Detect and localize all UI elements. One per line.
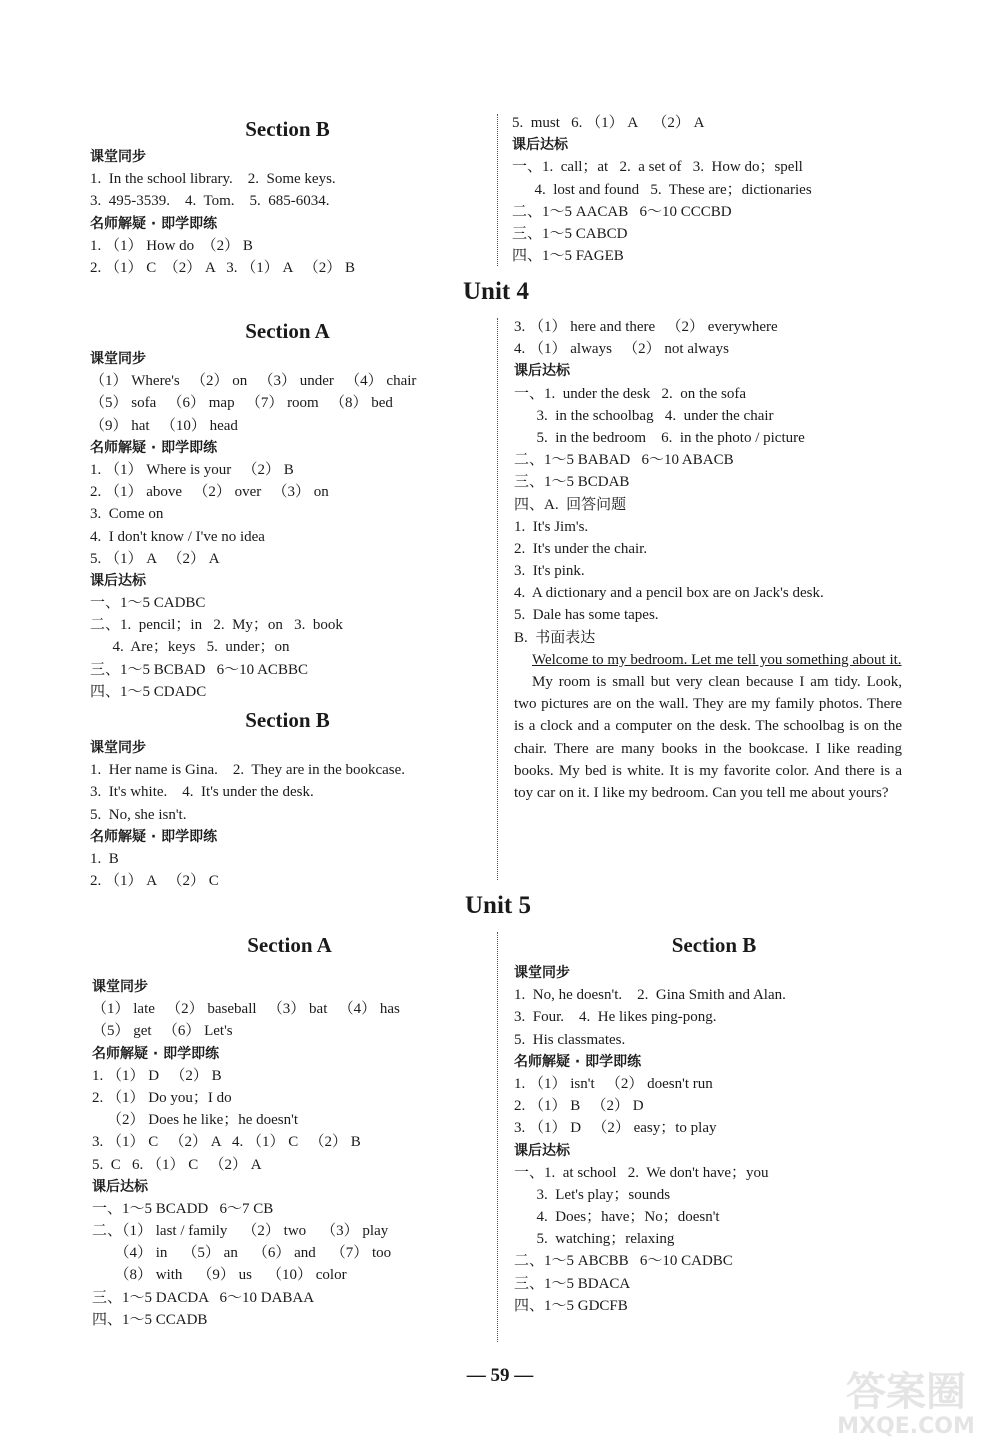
essay-body: My room is small but very clean because I am tidy. Look, two pictures are on the wall. They are my family photos. There is a clock and a computer on the desk. The schoolbag is on the chair. There are many books in the bookcase. I like reading books. My bed is white. It is my favorite color. And there is a toy car on it. I like my bedroom. Can you tell me about yours? — [514, 674, 902, 802]
answer-line: （8） with （9） us （10） color — [92, 1267, 347, 1284]
answer-line: B. 书面表达 — [514, 629, 596, 646]
answer-line: （1） Where's （2） on （3） under （4） chair — [90, 373, 417, 390]
top-left-column — [90, 112, 485, 279]
column-divider — [497, 932, 498, 1342]
answer-lines — [90, 737, 485, 892]
answer-line: （5） get （6） Let's — [92, 1023, 233, 1040]
answer-line: 1. （1） D （2） B — [92, 1067, 222, 1084]
unit-4-left-column — [90, 314, 485, 892]
answer-line: 4. Does；have；No；doesn't — [514, 1209, 720, 1226]
subsection-heading: 课后达标 — [92, 1178, 148, 1195]
answer-line: 4. lost and found 5. These are；dictionaries — [512, 181, 812, 198]
answer-line: 一、1～5 CADBC — [90, 595, 206, 612]
answer-line: 二、1～5 AACAB 6～10 CCCBD — [512, 203, 732, 220]
column-divider — [497, 318, 498, 880]
svg-text:答案圈: 答案圈 — [846, 1369, 966, 1415]
answer-lines — [512, 112, 912, 267]
subsection-heading: 课后达标 — [514, 363, 570, 380]
answer-line: （9） hat （10） head — [90, 417, 238, 434]
answer-line: 2. （1） C （2） A 3. （1） A （2） B — [90, 259, 356, 276]
unit-5-left-column — [92, 928, 487, 1331]
answer-line: 1. In the school library. 2. Some keys. — [90, 171, 336, 188]
answer-line: 5. Dale has some tapes. — [514, 607, 659, 624]
section-a-title: Section A — [245, 319, 330, 343]
unit-4-right-column — [514, 316, 902, 804]
answer-line: 四、1～5 CDADC — [90, 683, 207, 700]
answer-line: 一、1. under the desk 2. on the sofa — [514, 385, 747, 402]
answer-line: 四、1～5 GDCFB — [514, 1297, 628, 1314]
answer-line: 1. （1） Where is your （2） B — [90, 461, 294, 478]
subsection-heading: 课堂同步 — [90, 740, 146, 756]
subsection-heading: 课堂同步 — [92, 979, 148, 995]
answer-line: 一、1. at school 2. We don't have；you — [514, 1164, 769, 1181]
section-b-title: Section B — [245, 708, 330, 732]
answer-line: （4） in （5） an （6） and （7） too — [92, 1245, 392, 1262]
answer-line: 三、1～5 BCDAB — [514, 474, 630, 491]
answer-line: 三、1～5 CABCD — [512, 225, 628, 242]
answer-line: 一、1. call；at 2. a set of 3. How do；spell — [512, 159, 803, 176]
answer-line: 2. （1） Do you；I do — [92, 1089, 232, 1106]
answer-line: 2. （1） A （2） C — [90, 873, 219, 890]
section-a-title: Section A — [247, 933, 332, 957]
answer-line: 三、1～5 BCBAD 6～10 ACBBC — [90, 661, 308, 678]
answer-line: 二、1～5 BABAD 6～10 ABACB — [514, 452, 734, 469]
answer-line: 1. B — [90, 850, 119, 867]
answer-line: 3. Come on — [90, 506, 164, 523]
subsection-heading: 名师解疑 · 即学即练 — [514, 1053, 642, 1070]
subsection-heading: 课后达标 — [90, 572, 146, 589]
answer-line: 5. （1） A （2） A — [90, 550, 220, 567]
answer-line: 1. （1） How do （2） B — [90, 237, 253, 254]
answer-line: 四、1～5 CCADB — [92, 1311, 208, 1328]
section-b-title: Section B — [671, 933, 757, 957]
answer-lines — [514, 316, 902, 649]
answer-line: 2. It's under the chair. — [514, 540, 648, 557]
subsection-heading: 名师解疑 · 即学即练 — [92, 1045, 220, 1062]
answer-line: （2） Does he like；he doesn't — [92, 1112, 299, 1129]
answer-line: 三、1～5 BDACA — [514, 1275, 631, 1292]
answer-line: 4. Are；keys 5. under；on — [90, 639, 290, 656]
subsection-heading: 课堂同步 — [514, 965, 570, 981]
subsection-heading: 名师解疑 · 即学即练 — [90, 215, 218, 232]
answer-line: 3. （1） C （2） A 4. （1） C （2） B — [92, 1134, 361, 1151]
answer-line: 3. Four. 4. He likes ping-pong. — [514, 1009, 717, 1026]
subsection-heading: 课堂同步 — [90, 351, 146, 367]
answer-line: 1. No, he doesn't. 2. Gina Smith and Alan. — [514, 987, 786, 1004]
answer-line: 5. C 6. （1） C （2） A — [92, 1156, 262, 1173]
answer-line: 1. （1） isn't （2） doesn't run — [514, 1075, 713, 1092]
answer-line: 一、1～5 BCADD 6～7 CB — [92, 1200, 274, 1217]
answer-line: 2. （1） above （2） over （3） on — [90, 484, 329, 501]
answer-line: 5. No, she isn't. — [90, 806, 187, 823]
answer-line: 1. Her name is Gina. 2. They are in the bookcase. — [90, 762, 406, 779]
answer-line: 四、1～5 FAGEB — [512, 248, 624, 265]
answer-line: 3. in the schoolbag 4. under the chair — [514, 407, 774, 424]
answer-line: 3. （1） here and there （2） everywhere — [514, 319, 778, 335]
unit-5-right-column — [514, 928, 914, 1317]
subsection-heading: 课堂同步 — [90, 149, 146, 165]
subsection-heading: 名师解疑 · 即学即练 — [90, 439, 218, 456]
answer-lines — [92, 976, 487, 1331]
answer-line: 二、（1） last / family （2） two （3） play — [92, 1223, 389, 1240]
answer-line: 5. must 6. （1） A （2） A — [512, 115, 705, 131]
essay-opening: Welcome to my bedroom. Let me tell you something about it. — [532, 651, 902, 668]
answer-line: 三、1～5 DACDA 6～10 DABAA — [92, 1289, 315, 1306]
answer-line: 5. in the bedroom 6. in the photo / picture — [514, 429, 805, 446]
answer-lines — [90, 348, 485, 703]
answer-line: 四、A. 回答问题 — [514, 496, 627, 513]
answer-line: （1） late （2） baseball （3） bat （4） has — [92, 1001, 400, 1018]
subsection-heading: 课后达标 — [514, 1142, 570, 1159]
answer-line: 2. （1） B （2） D — [514, 1098, 644, 1115]
answer-line: 5. His classmates. — [514, 1031, 626, 1048]
watermark-logo — [826, 1361, 986, 1441]
answer-line: 4. （1） always （2） not always — [514, 341, 729, 358]
subsection-heading: 课后达标 — [512, 137, 568, 154]
page-number: — 59 — — [466, 1365, 534, 1386]
answer-line: 3. Let's play；sounds — [514, 1186, 671, 1203]
answer-line: 二、1～5 ABCBB 6～10 CADBC — [514, 1253, 733, 1270]
answer-line: （5） sofa （6） map （7） room （8） bed — [90, 395, 393, 412]
answer-line: 3. It's pink. — [514, 563, 585, 580]
section-title: Section B — [245, 117, 330, 141]
answer-line: 4. A dictionary and a pencil box are on Jack's desk. — [514, 585, 824, 602]
subsection-heading: 名师解疑 · 即学即练 — [90, 828, 218, 845]
answer-line: 3. It's white. 4. It's under the desk. — [90, 784, 314, 801]
answer-line: 1. It's Jim's. — [514, 518, 589, 535]
unit-4-title: Unit 4 — [463, 278, 529, 305]
answer-lines — [90, 146, 485, 279]
svg-text:MXQE.COM: MXQE.COM — [837, 1414, 975, 1439]
answer-line: 3. （1） D （2） easy；to play — [514, 1120, 717, 1137]
answer-line: 5. watching；relaxing — [514, 1231, 675, 1248]
answer-lines — [514, 962, 914, 1317]
unit-5-title: Unit 5 — [465, 892, 531, 919]
answer-line: 二、1. pencil；in 2. My；on 3. book — [90, 617, 343, 634]
answer-line: 3. 495-3539. 4. Tom. 5. 685-6034. — [90, 193, 330, 210]
column-divider — [497, 114, 498, 266]
answer-line: 4. I don't know / I've no idea — [90, 528, 265, 545]
top-right-column — [512, 112, 912, 267]
